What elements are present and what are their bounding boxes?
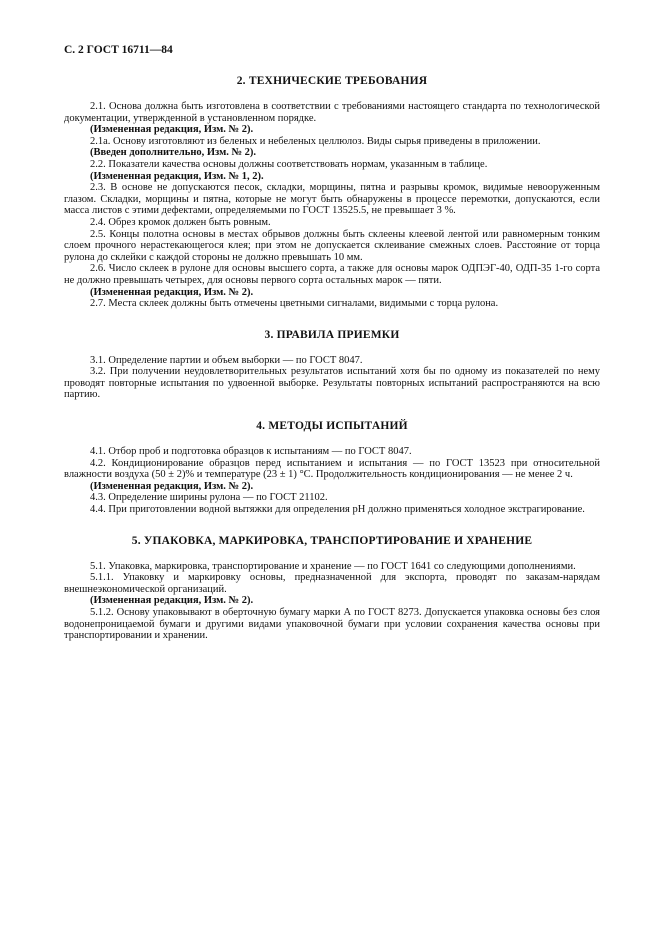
running-head: С. 2 ГОСТ 16711—84 bbox=[64, 44, 173, 56]
clause-paragraph: 2.3. В основе не допускаются песок, складки, морщины, пятна и разрывы кромок, видимые невооруженным глазом. Складки, морщины и пятна, которые не могут быть обнаружены в процессе перемотки, допускаются, если масса листов с этими дефектами, определяемыми по ГОСТ 13525.5, не превышает 3 %. bbox=[64, 182, 600, 217]
clause-paragraph: 3.2. При получении неудовлетворительных результатов испытаний хотя бы по одному из показателей по нему проводят повторные испытания по удвоенной выборке. Результаты повторных испытаний распространяются на всю партию. bbox=[64, 366, 600, 401]
clause-paragraph: 2.7. Места склеек должны быть отмечены цветными сигналами, видимыми с торца рулона. bbox=[90, 298, 499, 310]
amendment-note: (Измененная редакция, Изм. № 2). bbox=[90, 480, 254, 492]
section-4 bbox=[64, 420, 600, 516]
clause-paragraph: 3.1. Определение партии и объем выборки — по ГОСТ 8047. bbox=[90, 354, 363, 366]
clause-paragraph: 2.2. Показатели качества основы должны соответствовать нормам, указанным в таблице. bbox=[90, 158, 488, 170]
document-page bbox=[64, 44, 600, 661]
section-5 bbox=[64, 535, 600, 642]
amendment-note: (Измененная редакция, Изм. № 1, 2). bbox=[90, 170, 264, 182]
clause-paragraph: 5.1. Упаковка, маркировка, транспортирование и хранение — по ГОСТ 1641 со следующими дополнениями. bbox=[90, 560, 576, 572]
section-title: 2. ТЕХНИЧЕСКИЕ ТРЕБОВАНИЯ bbox=[236, 75, 428, 87]
clause-paragraph: 4.2. Кондиционирование образцов перед испытанием и испытания — по ГОСТ 13523 при относительной влажности воздуха (50 ± 2)% и температуре (23 ± 1) °С. Продолжительность кондиционирования — не менее 2 ч. bbox=[64, 457, 600, 481]
clause-paragraph: 4.3. Определение ширины рулона — по ГОСТ 21102. bbox=[90, 492, 328, 504]
section-title: 4. МЕТОДЫ ИСПЫТАНИЙ bbox=[256, 420, 408, 433]
sections-container bbox=[64, 75, 600, 642]
amendment-note: (Измененная редакция, Изм. № 2). bbox=[90, 286, 254, 298]
amendment-note: (Измененная редакция, Изм. № 2). bbox=[90, 124, 254, 136]
clause-paragraph: 4.4. При приготовлении водной вытяжки для определения pH должно применяться холодное экстрагирование. bbox=[90, 504, 585, 516]
clause-paragraph: 2.6. Число склеек в рулоне для основы высшего сорта, а также для основы марок ОДПЭГ-40, ОДП-35 1-го сорта не должно превышать четырех, для основы первого сорта остальных марок — пяти. bbox=[64, 263, 600, 286]
section-2 bbox=[64, 75, 600, 310]
amendment-note: (Введен дополнительно, Изм. № 2). bbox=[90, 147, 257, 159]
clause-paragraph: 2.5. Концы полотна основы в местах обрывов должны быть склеены клеевой лентой или равномерным тонким слоем прочного нерастекающегося клея; при этом не допускается склеивание смежных слоев. Расстояние от торца рулона до склейки с каждой стороны не должно превышать 10 мм. bbox=[64, 228, 600, 263]
clause-paragraph: 2.1. Основа должна быть изготовлена в соответствии с требованиями настоящего стандарта по технологической документации, утвержденной в установленном порядке. bbox=[64, 101, 600, 124]
section-title: 5. УПАКОВКА, МАРКИРОВКА, ТРАНСПОРТИРОВАНИЕ И ХРАНЕНИЕ bbox=[131, 534, 533, 547]
clause-paragraph: 2.4. Обрез кромок должен быть ровным. bbox=[90, 216, 271, 228]
clause-paragraph: 2.1а. Основу изготовляют из беленых и небеленых целлюлоз. Виды сырья приведены в приложении. bbox=[90, 135, 541, 147]
section-title: 3. ПРАВИЛА ПРИЕМКИ bbox=[264, 328, 400, 341]
clause-paragraph: 4.1. Отбор проб и подготовка образцов к испытаниям — по ГОСТ 8047. bbox=[90, 446, 412, 458]
clause-paragraph: 5.1.1. Упаковку и маркировку основы, предназначенной для экспорта, проводят по заказам-нарядам внешнеэкономической организаций. bbox=[64, 572, 600, 595]
amendment-note: (Измененная редакция, Изм. № 2). bbox=[90, 595, 254, 607]
section-3 bbox=[64, 329, 600, 401]
clause-paragraph: 5.1.2. Основу упаковывают в оберточную бумагу марки А по ГОСТ 8273. Допускается упаковка основы без слоя водонепроницаемой бумаги и другими видами упаковочной бумаги при условии сохранения качества основы при транспортировании и хранении. bbox=[64, 607, 600, 642]
